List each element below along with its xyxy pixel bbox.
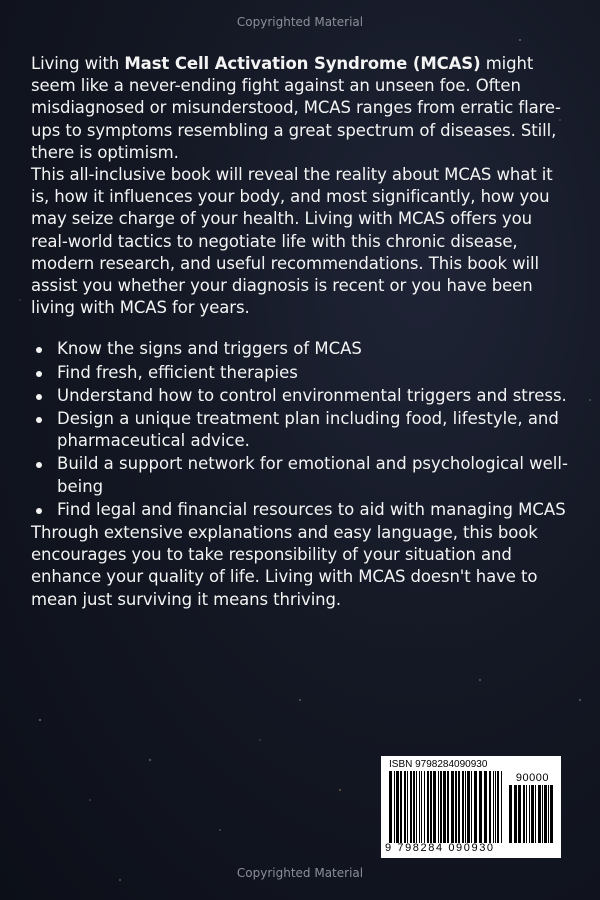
isbn-label: ISBN 9798284090930: [389, 759, 488, 770]
list-item: Find fresh, efficient therapies: [57, 362, 571, 384]
list-item: Design a unique treatment plan including food, lifestyle, and pharmaceutical advice.: [57, 408, 571, 452]
isbn-barcode: [381, 756, 561, 858]
intro-suffix: might seem like a never-ending fight against an unseen foe. Often misdiagnosed or misunderstood, MCAS ranges from erratic flare-ups to symptoms resembling a great spectrum of diseases. Still, there is optimism.: [31, 54, 561, 162]
intro-prefix: Living with: [31, 54, 125, 73]
description-paragraph: This all-inclusive book will reveal the reality about MCAS what it is, how it influences your body, and most significantly, how you may seize charge of your health. Living with MCAS offers you real-world tactics to negotiate life with this chronic disease, modern research, and useful recommendations. This book will assist you whether your diagnosis is recent or you have been living with MCAS for years.: [31, 165, 553, 318]
barcode-addon-bars: [509, 785, 553, 843]
list-item: Know the signs and triggers of MCAS: [57, 338, 571, 360]
intro-bold-term: Mast Cell Activation Syndrome (MCAS): [124, 54, 481, 73]
closing-paragraph: Through extensive explanations and easy language, this book encourages you to take responsibility of your situation and enhance your quality of life. Living with MCAS doesn't have to mean just surviving it means thriving.: [31, 523, 538, 609]
list-item: Find legal and financial resources to aid with managing MCAS: [57, 499, 571, 521]
barcode-digits: 9 798284 090930: [385, 842, 495, 854]
watermark-top: Copyrighted Material: [236, 15, 364, 29]
benefits-list: [31, 338, 571, 521]
intro-paragraph: [31, 53, 571, 164]
list-item: Understand how to control environmental triggers and stress.: [57, 385, 571, 407]
price-code: 90000: [515, 772, 549, 784]
barcode-bars: [389, 771, 505, 843]
watermark-bottom: Copyrighted Material: [236, 866, 364, 880]
back-cover-text: [31, 53, 571, 611]
list-item: Build a support network for emotional and psychological well-being: [57, 453, 571, 497]
